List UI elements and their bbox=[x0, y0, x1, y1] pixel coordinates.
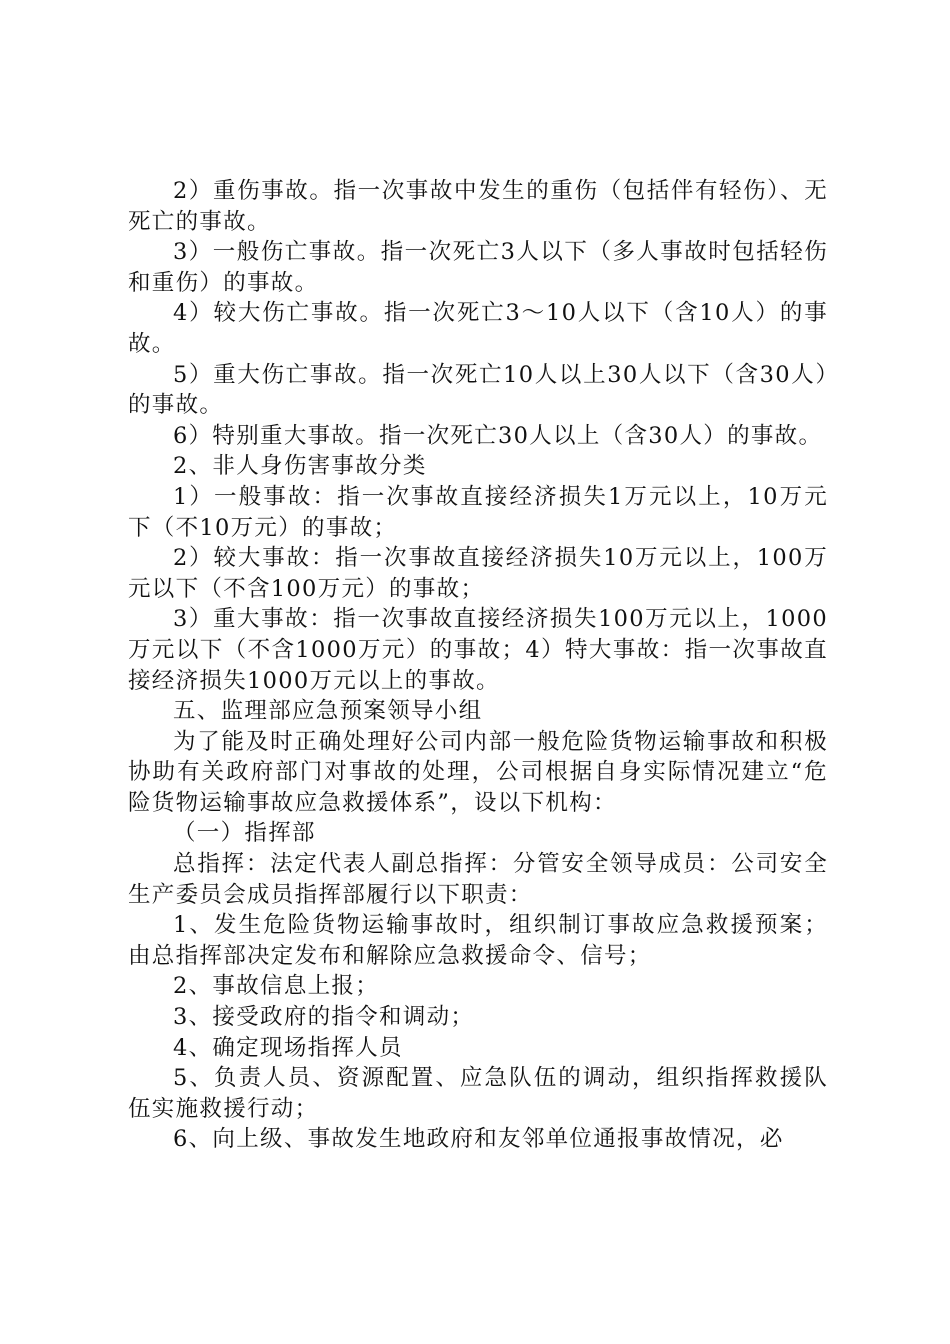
paragraph-larger-casualty: 4）较大伤亡事故。指一次死亡3～10人以下（含10人）的事故。 bbox=[128, 300, 828, 357]
paragraph-commander: 总指挥：法定代表人副总指挥：分管安全领导成员：公司安全生产委员会成员指挥部履行以下职责： bbox=[128, 851, 828, 908]
duty-item-4: 4、确定现场指挥人员 bbox=[173, 1034, 403, 1061]
duty-item-5: 5、负责人员、资源配置、应急队伍的调动，组织指挥救援队伍实施救援行动； bbox=[128, 1065, 828, 1122]
paragraph-larger-accident: 2）较大事故：指一次事故直接经济损失10万元以上，100万元以下（不含100万元）的事故； bbox=[128, 545, 828, 602]
duty-item-1: 1、发生危险货物运输事故时，组织制订事故应急救援预案；由总指挥部决定发布和解除应急救援命令、信号； bbox=[128, 912, 828, 969]
paragraph-serious-injury: 2）重伤事故。指一次事故中发生的重伤（包括伴有轻伤）、无死亡的事故。 bbox=[128, 178, 828, 235]
document-body bbox=[128, 176, 828, 1155]
paragraph-general-casualty: 3）一般伤亡事故。指一次死亡3人以下（多人事故时包括轻伤和重伤）的事故。 bbox=[128, 239, 828, 296]
paragraph-especially-major: 6）特别重大事故。指一次死亡30人以上（含30人）的事故。 bbox=[173, 422, 823, 449]
heading-non-personal-injury: 2、非人身伤害事故分类 bbox=[173, 453, 427, 480]
duty-item-6: 6、向上级、事故发生地政府和友邻单位通报事故情况，必 bbox=[173, 1126, 784, 1153]
paragraph-intro-system: 为了能及时正确处理好公司内部一般危险货物运输事故和积极协助有关政府部门对事故的处理，公司根据自身实际情况建立“危险货物运输事故应急救援体系”，设以下机构： bbox=[128, 728, 828, 816]
duty-item-2: 2、事故信息上报； bbox=[173, 973, 380, 1000]
paragraph-major-accident: 3）重大事故：指一次事故直接经济损失100万元以上，1000万元以下（不含1000万元）的事故；4）特大事故：指一次事故直接经济损失1000万元以上的事故。 bbox=[128, 606, 828, 694]
duty-item-3: 3、接受政府的指令和调动； bbox=[173, 1004, 475, 1031]
heading-command-center: （一）指挥部 bbox=[173, 820, 316, 847]
paragraph-general-accident: 1）一般事故：指一次事故直接经济损失1万元以上，10万元下（不10万元）的事故； bbox=[128, 483, 828, 541]
heading-section-five: 五、监理部应急预案领导小组 bbox=[173, 698, 483, 725]
paragraph-major-casualty: 5）重大伤亡事故。指一次死亡10人以上30人以下（含30人）的事故。 bbox=[128, 361, 828, 419]
